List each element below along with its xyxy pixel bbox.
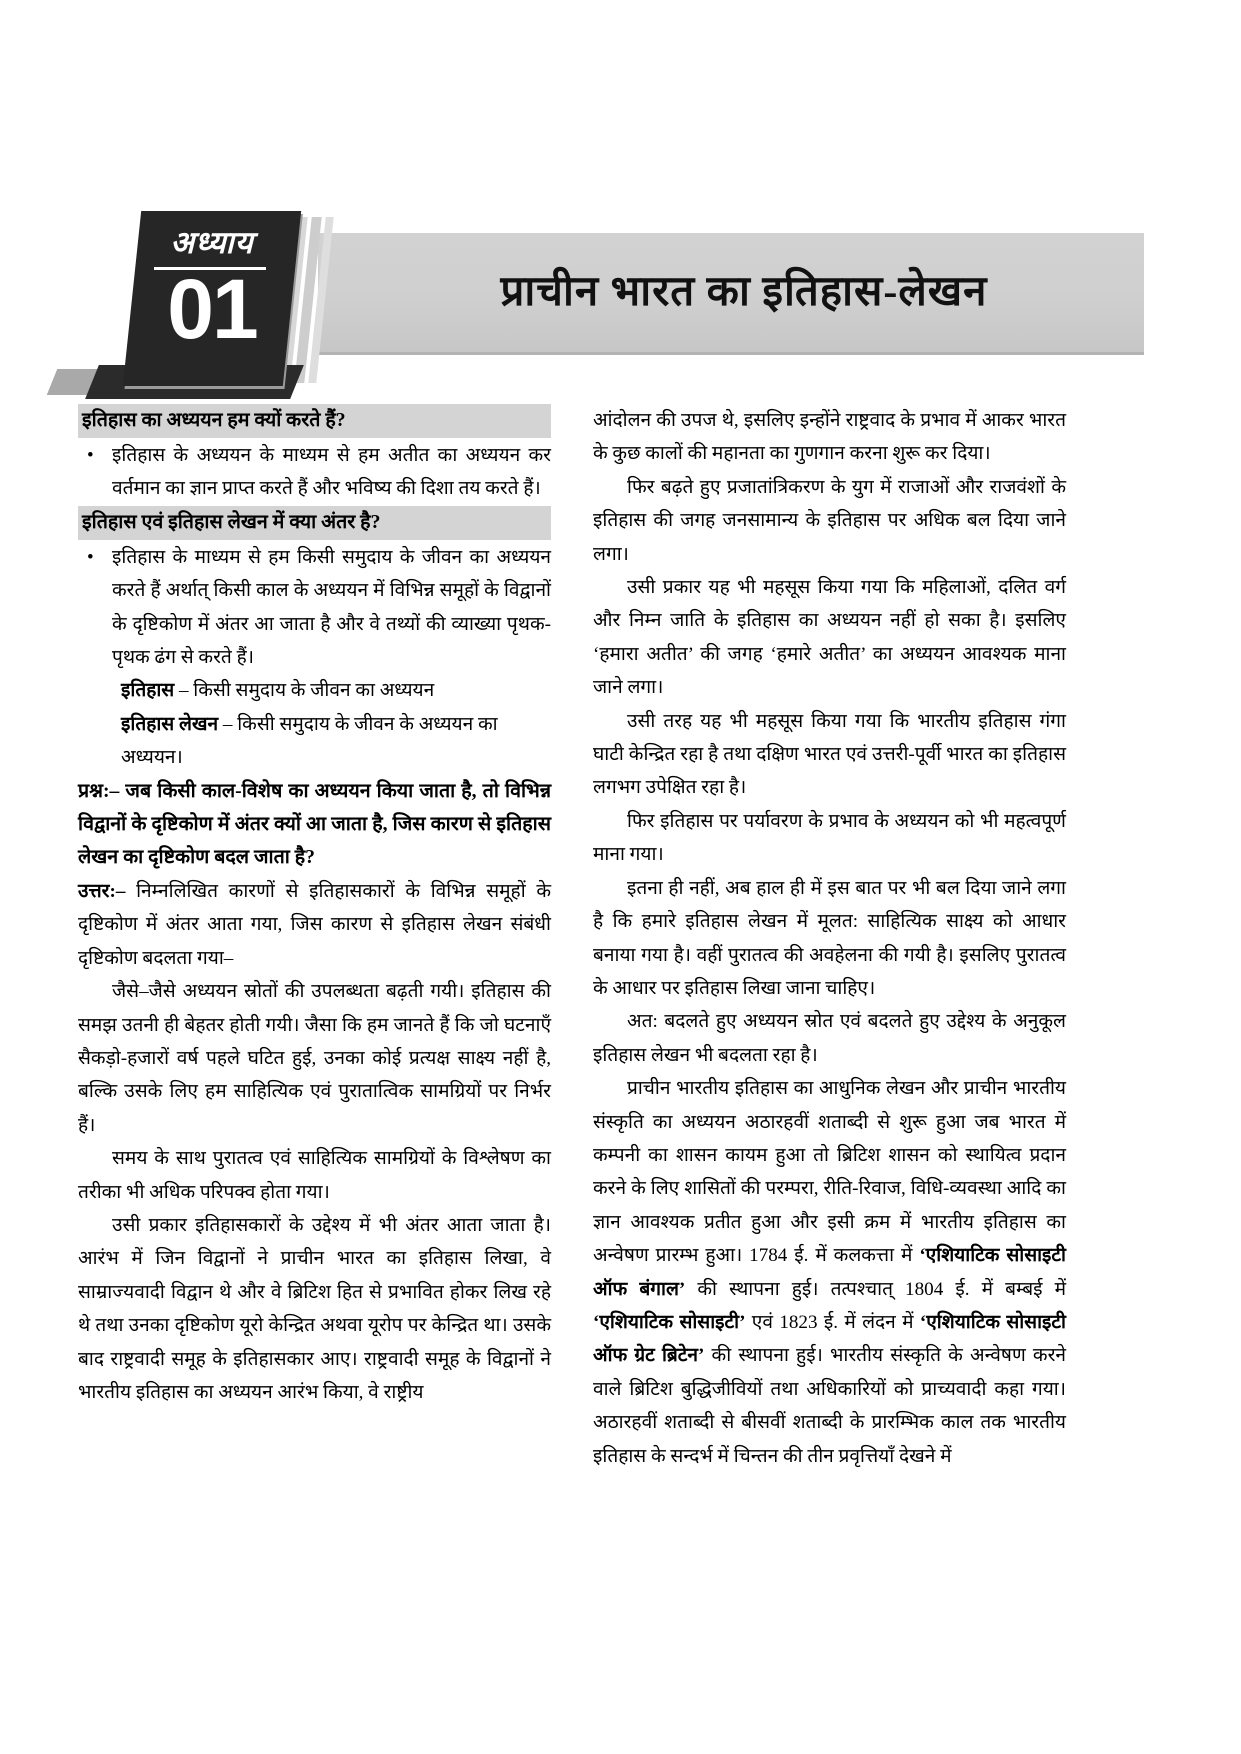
paragraph: आंदोलन की उपज थे, इसलिए इन्होंने राष्ट्रवाद के प्रभाव में आकर भारत के कुछ कालों की महानता का गुणगान करना शुरू कर दिया। [593,410,1066,465]
answer-text: निम्नलिखित कारणों से इतिहासकारों के विभिन्न समूहों के दृष्टिकोण में अंतर आता गया, जिस कारण से इतिहास लेखन संबंधी दृष्टिकोण बदलता गया– [78,880,551,969]
left-column [78,404,551,1694]
definition-text: – किसी समुदाय के जीवन का अध्ययन [174,680,435,702]
paragraph-text: की स्थापना हुई। तत्पश्चात् 1804 ई. में बम्बई में [685,1278,1066,1300]
section-heading-difference: इतिहास एवं इतिहास लेखन में क्या अंतर है? [78,506,551,540]
list-item-text: इतिहास के माध्यम से हम किसी समुदाय के जीवन का अध्ययन करते हैं अर्थात् किसी काल के अध्ययन में विभिन्न समूहों के विद्वानों के दृष्टिकोण में अंतर आ जाता है और वे तथ्यों की व्याख्या पृथक-पृथक ढंग से करते हैं। [112,546,551,669]
bullet-marker-icon: • [87,546,94,568]
question-block [78,775,551,875]
question-label: प्रश्न:– [78,780,120,802]
society-name-bengal: ‘एशियाटिक सोसाइटी ऑफ बंगाल’ [593,1245,1066,1300]
answer-block [78,875,551,975]
paragraph: फिर बढ़ते हुए प्रजातांत्रिकरण के युग में राजाओं और राजवंशों के इतिहास की जगह जनसामान्य के इतिहास पर अधिक बल दिया जाने लगा। [593,476,1066,565]
paragraph-asiatic-societies [593,1072,1066,1473]
page-title: प्राचीन भारत का इतिहास-लेखन [500,269,988,315]
society-name-great-britain: ‘एशियाटिक सोसाइटी ऑफ ग्रेट ब्रिटेन’ [593,1311,1066,1367]
paragraph-text: प्राचीन भारतीय इतिहास का आधुनिक लेखन और प्राचीन भारतीय संस्कृति का अध्ययन अठारहवीं शताब्दी से शुरू हुआ जब भारत में कम्पनी का शासन कायम हुआ तो ब्रिटिश शासन को स्थायित्व प्रदान करने के लिए शासितों की परम्परा, रीति-रिवाज, विधि-व्यवस्था आदि का ज्ञान आवश्यक प्रतीत हुआ और इसी क्रम में भारतीय इतिहास का अन्वेषण प्रारम्भ हुआ। 1784 ई. में कलकत्ता में [593,1078,1066,1267]
chapter-word-label: अध्याय [170,225,254,260]
paragraph: इतना ही नहीं, अब हाल ही में इस बात पर भी बल दिया जाने लगा है कि हमारे इतिहास लेखन में मूलत: साहित्यिक साक्ष्य को आधार बनाया गया है। वहीं पुरातत्व की अवहेलना की गयी है। इसलिए पुरातत्व के आधार पर इतिहास लिखा जाना चाहिए। [593,877,1066,999]
definition-term: इतिहास लेखन [121,713,219,735]
section-heading-why-study-history: इतिहास का अध्ययन हम क्यों करते हैं? [78,404,551,438]
right-column [593,404,1066,1694]
body-columns [78,404,1148,1694]
definition-history [78,674,551,707]
question-text: जब किसी काल-विशेष का अध्ययन किया जाता है, तो विभिन्न विद्वानों के दृष्टिकोण में अंतर क्यों आ जाता है, जिस कारण से इतिहास लेखन का दृष्टिकोण बदल जाता है? [78,780,551,869]
paragraph-text: एवं 1823 ई. में लंदन में [745,1311,920,1333]
paragraph: उसी प्रकार यह भी महसूस किया गया कि महिलाओं, दलित वर्ग और निम्न जाति के इतिहास का अध्ययन नहीं हो सका है। इसलिए ‘हमारा अतीत’ की जगह ‘हमारे अतीत’ का अध्ययन आवश्यक माना जाने लगा। [593,577,1066,699]
chapter-number-value: 01 [167,262,257,356]
definition-text: – किसी समुदाय के जीवन के अध्ययन का अध्ययन। [121,713,498,769]
bullet-marker-icon: • [87,445,94,466]
chapter-header-banner [96,205,1144,395]
paragraph: उसी प्रकार इतिहासकारों के उद्देश्य में भी अंतर आता जाता है। आरंभ में जिन विद्वानों ने प्राचीन भारत का इतिहास लिखा, वे साम्राज्यवादी विद्वान थे और वे ब्रिटिश हित से प्रभावित होकर लिख रहे थे तथा उनका दृष्टिकोण यूरो केन्द्रित अथवा यूरोप पर केन्द्रित था। उसके बाद राष्ट्रवादी समूह के इतिहासकार आए। राष्ट्रवादी समूह के विद्वानों ने भारतीय इतिहास का अध्ययन आरंभ किया, वे राष्ट्रीय [78,1214,551,1403]
paragraph: समय के साथ पुरातत्व एवं साहित्यिक सामग्रियों के विश्लेषण का तरीका भी अधिक परिपक्व होता गया। [78,1148,551,1203]
paragraph: फिर इतिहास पर पर्यावरण के प्रभाव के अध्ययन को भी महत्वपूर्ण माना गया। [593,810,1066,866]
paragraph: अत: बदलते हुए अध्ययन स्रोत एवं बदलते हुए उद्देश्य के अनुकूल इतिहास लेखन भी बदलता रहा है। [593,1011,1066,1066]
definition-historiography [78,708,551,775]
paragraph: जैसे–जैसे अध्ययन स्रोतों की उपलब्धता बढ़ती गयी। इतिहास की समझ उतनी ही बेहतर होती गयी। जैसा कि हम जानते हैं कि जो घटनाएँ सैकड़ो-हजारों वर्ष पहले घटित हुई, उनका कोई प्रत्यक्ष साक्ष्य नहीं है, बल्कि उसके लिए हम साहित्यिक एवं पुरातात्विक सामग्रियों पर निर्भर हैं। [78,981,551,1136]
definition-term: इतिहास [121,680,175,702]
paragraph-text: की स्थापना हुई। भारतीय संस्कृति के अन्वेषण करने वाले ब्रिटिश बुद्धिजीवियों तथा अधिकारियों को प्राच्यवादी कहा गया। अठारहवीं शताब्दी से बीसवीं शताब्दी के प्रारम्भिक काल तक भारतीय इतिहास के सन्दर्भ में चिन्तन की तीन प्रवृत्तियाँ देखने में [593,1345,1066,1467]
list-item [78,541,551,675]
answer-label: उत्तर:– [78,880,126,902]
paragraph: उसी तरह यह भी महसूस किया गया कि भारतीय इतिहास गंगा घाटी केन्द्रित रहा है तथा दक्षिण भारत एवं उत्तरी-पूर्वी भारत का इतिहास लगभग उपेक्षित रहा है। [593,710,1066,799]
list-item-text: इतिहास के अध्ययन के माध्यम से हम अतीत का अध्ययन कर वर्तमान का ज्ञान प्राप्त करते हैं और भविष्य की दिशा तय करते हैं। [112,445,551,500]
list-item [78,439,551,506]
chapter-number-box [123,211,301,386]
society-name-bombay: ‘एशियाटिक सोसाइटी’ [593,1311,746,1333]
